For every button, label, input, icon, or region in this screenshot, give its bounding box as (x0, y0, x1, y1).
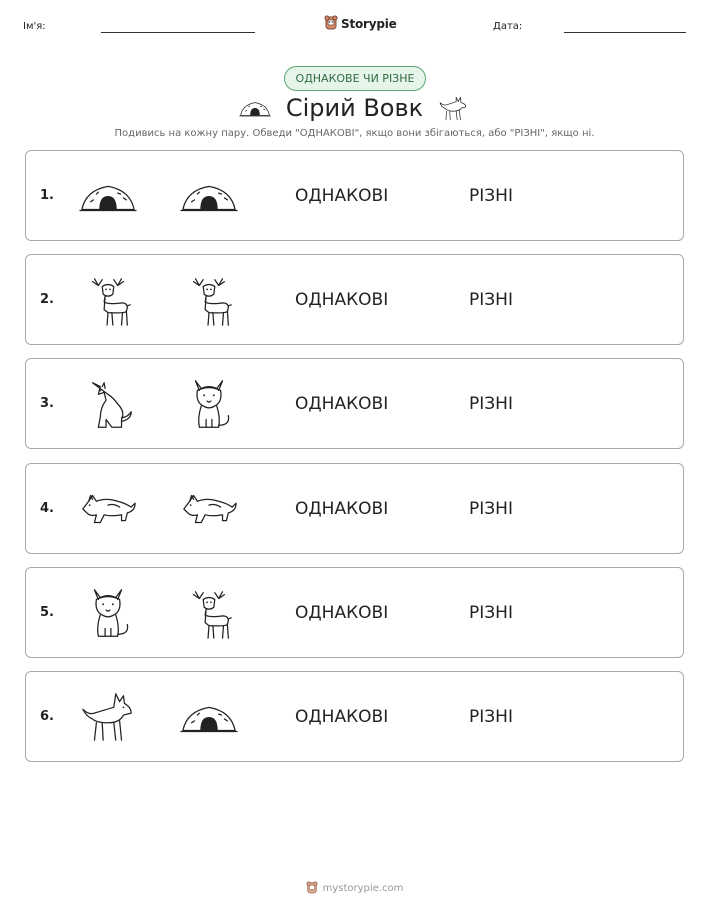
deer-icon (79, 272, 137, 328)
page-title: Сірий Вовк (285, 94, 424, 122)
sitting-wolf-icon (79, 585, 137, 641)
deer-icon (180, 272, 238, 328)
row-number: 1. (40, 188, 54, 203)
exercise-row (25, 567, 684, 658)
different-option[interactable]: РІЗНІ (469, 289, 513, 310)
cave-icon (180, 168, 238, 224)
exercise-row (25, 671, 684, 762)
different-option[interactable]: РІЗНІ (469, 393, 513, 414)
deer-icon (180, 585, 238, 641)
footer-site[interactable]: mystorypie.com (322, 883, 404, 894)
brand (324, 14, 397, 34)
same-option[interactable]: ОДНАКОВІ (295, 706, 389, 727)
name-label: Ім'я: (23, 21, 46, 32)
exercise-row (25, 150, 684, 241)
exercise-row (25, 254, 684, 345)
cave-icon (180, 689, 238, 745)
howling-wolf-icon (79, 376, 137, 432)
prowling-wolf-icon (79, 481, 137, 537)
instructions: Подивись на кожну пару. Обведи "ОДНАКОВІ", якщо вони збігаються, або "РІЗНІ", якщо ні. (114, 128, 595, 139)
title-wolf-icon (437, 93, 471, 123)
row-number: 3. (40, 396, 54, 411)
title-row (0, 91, 709, 125)
prowling-wolf-icon (180, 481, 238, 537)
same-option[interactable]: ОДНАКОВІ (295, 289, 389, 310)
date-label: Дата: (493, 21, 523, 32)
same-option[interactable]: ОДНАКОВІ (295, 393, 389, 414)
storypie-logo-icon (324, 14, 338, 34)
sitting-wolf-icon (180, 376, 238, 432)
different-option[interactable]: РІЗНІ (469, 602, 513, 623)
different-option[interactable]: РІЗНІ (469, 185, 513, 206)
row-number: 2. (40, 292, 54, 307)
worksheet-badge: ОДНАКОВЕ ЧИ РІЗНЕ (284, 66, 426, 91)
title-cave-icon (238, 93, 272, 123)
standing-wolf-icon (79, 689, 137, 745)
storypie-logo-icon (306, 880, 318, 897)
row-number: 5. (40, 605, 54, 620)
exercise-row (25, 358, 684, 449)
different-option[interactable]: РІЗНІ (469, 706, 513, 727)
exercise-row (25, 463, 684, 554)
row-number: 6. (40, 709, 54, 724)
different-option[interactable]: РІЗНІ (469, 498, 513, 519)
row-number: 4. (40, 501, 54, 516)
same-option[interactable]: ОДНАКОВІ (295, 602, 389, 623)
same-option[interactable]: ОДНАКОВІ (295, 498, 389, 519)
same-option[interactable]: ОДНАКОВІ (295, 185, 389, 206)
name-line[interactable] (101, 32, 255, 33)
footer (0, 880, 709, 897)
date-line[interactable] (564, 32, 686, 33)
cave-icon (79, 168, 137, 224)
brand-name: Storypie (341, 17, 397, 31)
